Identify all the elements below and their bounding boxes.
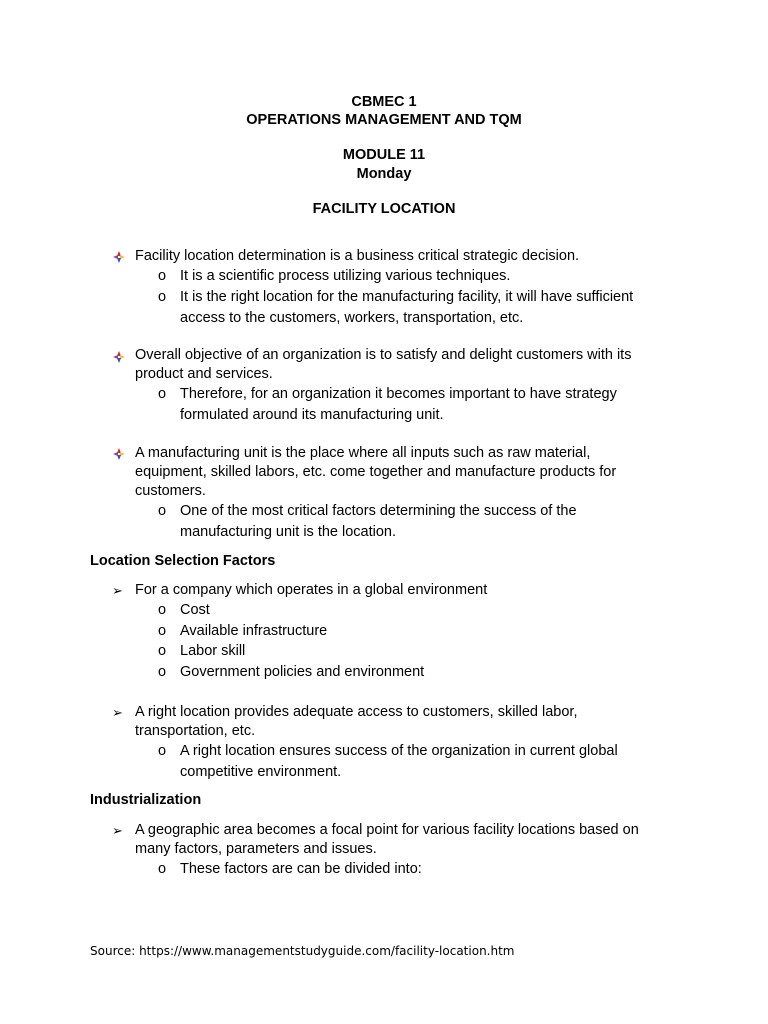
sub-bullet-marker: o [158, 268, 167, 284]
industrialization-bullet-line-1: A geographic area becomes a focal point for various facility locations based on [135, 822, 639, 838]
factors-bullet-2-line-2: transportation, etc. [135, 723, 256, 739]
intro-bullet-1-line-1: Facility location determination is a business critical strategic decision. [135, 248, 580, 264]
section-heading-location-factors: Location Selection Factors [90, 553, 276, 569]
sub-bullet-marker: o [158, 623, 167, 639]
factors-sub-2-line-2: competitive environment. [180, 764, 342, 780]
module-number: MODULE 11 [342, 147, 426, 163]
intro-sub-1-1: It is a scientific process utilizing various techniques. [180, 268, 511, 284]
module-day: Monday [356, 166, 412, 182]
topic-title: FACILITY LOCATION [312, 201, 456, 217]
intro-bullet-3-line-2: equipment, skilled labors, etc. come together and manufacture products for [135, 464, 617, 480]
arrow-bullet-icon: ➢ [112, 583, 123, 598]
intro-sub-2-1-line-1: Therefore, for an organization it becomes important to have strategy [180, 386, 617, 402]
industrialization-sub-1: These factors are can be divided into: [180, 861, 422, 877]
factors-bullet-2-line-1: A right location provides adequate access to customers, skilled labor, [135, 704, 578, 720]
intro-sub-3-1-line-2: manufacturing unit is the location. [180, 524, 397, 540]
factor-government: Government policies and environment [180, 664, 425, 680]
source-citation: Source: https://www.managementstudyguide.com/facility-location.htm [90, 944, 515, 958]
factors-bullet-1: For a company which operates in a global environment [135, 582, 488, 598]
intro-sub-1-2-line-1: It is the right location for the manufacturing facility, it will have sufficient [180, 289, 634, 305]
course-code: CBMEC 1 [351, 94, 417, 110]
factor-cost: Cost [180, 602, 210, 618]
arrow-bullet-icon: ➢ [112, 823, 123, 838]
factors-sub-2-line-1: A right location ensures success of the organization in current global [180, 743, 618, 759]
sub-bullet-marker: o [158, 289, 167, 305]
intro-bullet-2-line-2: product and services. [135, 366, 273, 382]
industrialization-bullet-line-2: many factors, parameters and issues. [135, 841, 377, 857]
section-heading-industrialization: Industrialization [90, 792, 202, 808]
sub-bullet-marker: o [158, 664, 167, 680]
four-arrow-bullet-icon [112, 350, 126, 364]
intro-sub-3-1-line-1: One of the most critical factors determining the success of the [180, 503, 577, 519]
intro-bullet-3-line-1: A manufacturing unit is the place where all inputs such as raw material, [135, 445, 591, 461]
course-title: OPERATIONS MANAGEMENT AND TQM [246, 112, 522, 128]
sub-bullet-marker: o [158, 386, 167, 402]
four-arrow-bullet-icon [112, 250, 126, 264]
factor-labor-skill: Labor skill [180, 643, 246, 659]
sub-bullet-marker: o [158, 861, 167, 877]
intro-sub-2-1-line-2: formulated around its manufacturing unit. [180, 407, 444, 423]
factor-infrastructure: Available infrastructure [180, 623, 328, 639]
sub-bullet-marker: o [158, 643, 167, 659]
sub-bullet-marker: o [158, 503, 167, 519]
sub-bullet-marker: o [158, 602, 167, 618]
arrow-bullet-icon: ➢ [112, 705, 123, 720]
intro-bullet-3-line-3: customers. [135, 483, 206, 499]
intro-bullet-2-line-1: Overall objective of an organization is to satisfy and delight customers with its [135, 347, 632, 363]
intro-sub-1-2-line-2: access to the customers, workers, transportation, etc. [180, 310, 524, 326]
sub-bullet-marker: o [158, 743, 167, 759]
four-arrow-bullet-icon [112, 447, 126, 461]
